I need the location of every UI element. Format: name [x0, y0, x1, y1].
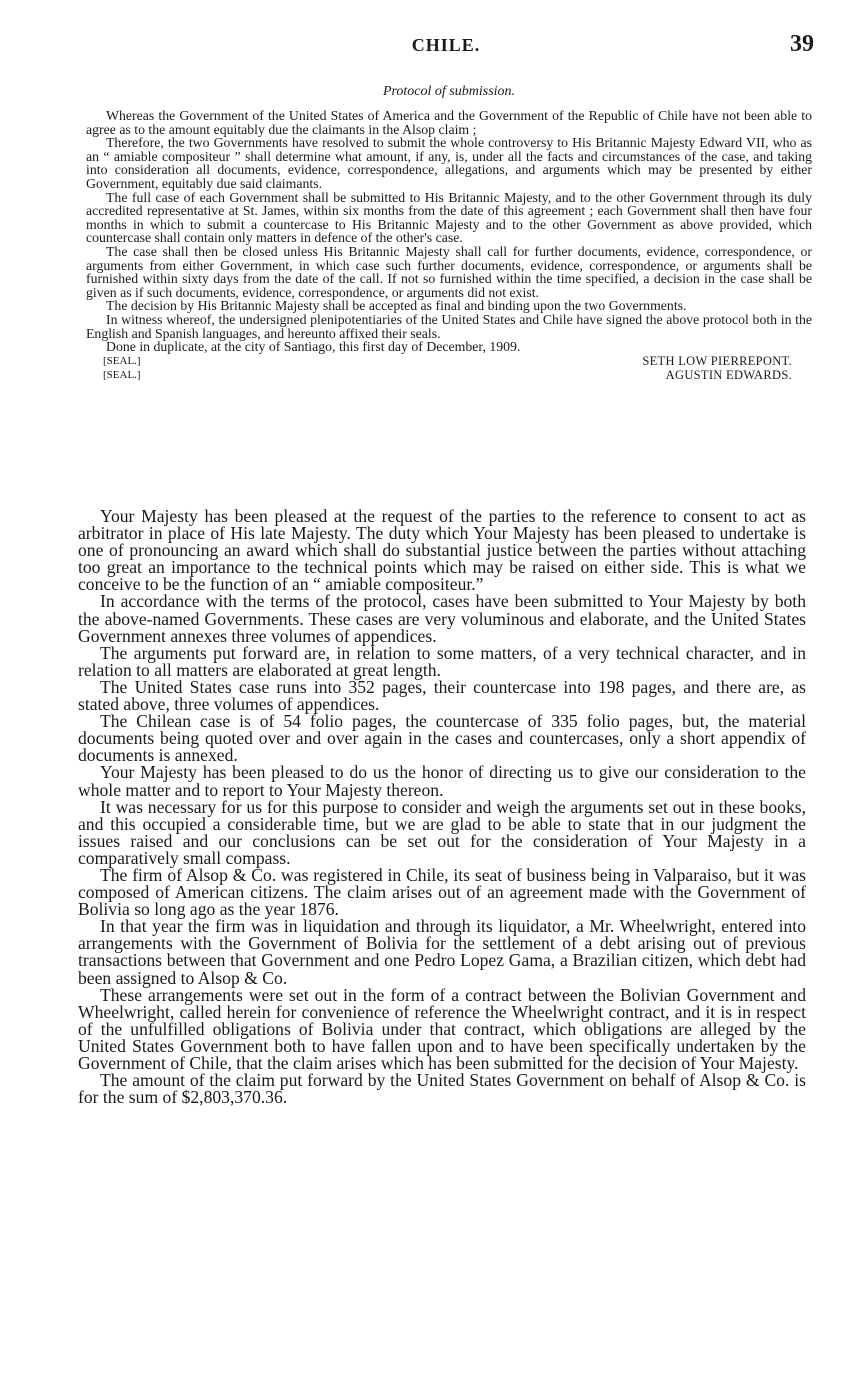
body-paragraph: The Chilean case is of 54 folio pages, the countercase of 335 folio pages, but, the material documents being quoted over and over again in the cases and countercases, only a short appendix of documents is annexed.: [78, 711, 806, 766]
body-paragraph: These arrangements were set out in the form of a contract between the Bolivian Government and Wheelwright, called herein for convenience of reference the Wheelwright contract, and it is in respect of the unfulfilled obligations of Bolivia under that contract, which obligations are alleged by the United States Government both to have fallen upon and to have been specifically undertaken by the Government of Chile, that the claim arises which has been submitted for the decision of Your Majesty.: [78, 984, 806, 1073]
signatory-name: AGUSTIN EDWARDS.: [665, 367, 792, 382]
body-paragraph: The arguments put forward are, in relation to some matters, of a very technical character, and in relation to all matters are elaborated at great length.: [78, 642, 806, 680]
body-paragraph: Your Majesty has been pleased to do us the honor of directing us to give our consideration to the whole matter and to report to Your Majesty thereon.: [78, 762, 806, 800]
body-paragraph: The United States case runs into 352 pages, their countercase into 198 pages, and there are, as stated above, three volumes of appendices.: [78, 676, 806, 715]
protocol-paragraph: The decision by His Britannic Majesty shall be accepted as final and binding upon the two Governments.: [106, 298, 687, 314]
protocol-paragraph: Whereas the Government of the United States of America and the Government of the Republic of Chile have not been able to agree as to the amount equitably due the claimants in the Alsop claim ;: [86, 108, 812, 137]
seal-mark: [SEAL.]: [103, 368, 141, 381]
body-paragraph: Your Majesty has been pleased at the request of the parties to the reference to consent to act as arbitrator in place of His late Majesty. The duty which Your Majesty has been pleased to undertake is one of pronouncing an award which shall do substantial justice between the parties without attaching too great an importance to the technical points which may be raised on either side. This is what we conceive to be the function of an “ amiable compositeur.”: [78, 506, 806, 595]
protocol-paragraph: The full case of each Government shall be submitted to His Britannic Majesty, and to the other Government through its duly accredited representative at St. James, within six months from the date of this agreement ; each Government shall then have four months in which to submit a countercase to His Britannic Majesty and to the other Government as above provided, which countercase shall contain only matters in defence of the other's case.: [86, 189, 812, 246]
body-paragraph: It was necessary for us for this purpose to consider and weigh the arguments set out in these books, and this occupied a considerable time, but we are glad to be able to state that in our judgment the issues raised and our conclusions can be set out for the consideration of Your Majesty in a comparatively small compass.: [78, 796, 806, 868]
page-number: 39: [790, 31, 814, 57]
page-header: [78, 33, 814, 63]
signature-row: [86, 368, 812, 382]
report-body: [78, 508, 806, 1106]
signature-row: [86, 354, 812, 368]
signatory-name: SETH LOW PIERREPONT.: [642, 353, 792, 368]
protocol-paragraph: Therefore, the two Governments have resolved to submit the whole controversy to His Britannic Majesty Edward VII, who as an “ amiable compositeur ” shall determine what amount, if any, is, under all the facts and circumstances of the case, and taking into consideration all documents, evidence, correspondence, allegations, and arguments which may be presented by either Government, equitably due said claimants.: [86, 135, 812, 191]
running-head: CHILE.: [411, 35, 481, 55]
body-paragraph: The amount of the claim put forward by the United States Government on behalf of Alsop & Co. is for the sum of $2,803,370.36.: [78, 1070, 806, 1108]
protocol-section: [86, 84, 812, 382]
protocol-paragraph: The case shall then be closed unless His Britannic Majesty shall call for further documents, evidence, correspondence, or arguments from either Government, in which case such further documents, evidence, correspondence, or arguments shall be furnished within sixty days from the date of the call. If not so furnished within the time specified, a decision in the case shall be given as if such documents, evidence, correspondence, or arguments did not exist.: [86, 243, 812, 300]
seal-mark: [SEAL.]: [103, 354, 141, 367]
protocol-done-line: Done in duplicate, at the city of Santiago, this first day of December, 1909.: [106, 339, 521, 355]
protocol-title: Protocol of submission.: [382, 84, 516, 99]
body-paragraph: In that year the firm was in liquidation and through its liquidator, a Mr. Wheelwright, entered into arrangements with the Government of Bolivia for the settlement of a debt arising out of previous transactions between that Government and one Pedro Lopez Gama, a Brazilian citizen, which debt had been assigned to Alsop & Co.: [78, 916, 806, 988]
body-paragraph: The firm of Alsop & Co. was registered in Chile, its seat of business being in Valparaiso, but it was composed of American citizens. The claim arises out of an agreement made with the Government of Bolivia so long ago as the year 1876.: [78, 864, 806, 920]
body-paragraph: In accordance with the terms of the protocol, cases have been submitted to Your Majesty by both the above-named Governments. These cases are very voluminous and elaborate, and the United States Government annexes three volumes of appendices.: [78, 591, 806, 646]
protocol-paragraph: In witness whereof, the undersigned plenipotentiaries of the United States and Chile have signed the above protocol both in the English and Spanish languages, and hereunto affixed their seals.: [86, 311, 812, 341]
